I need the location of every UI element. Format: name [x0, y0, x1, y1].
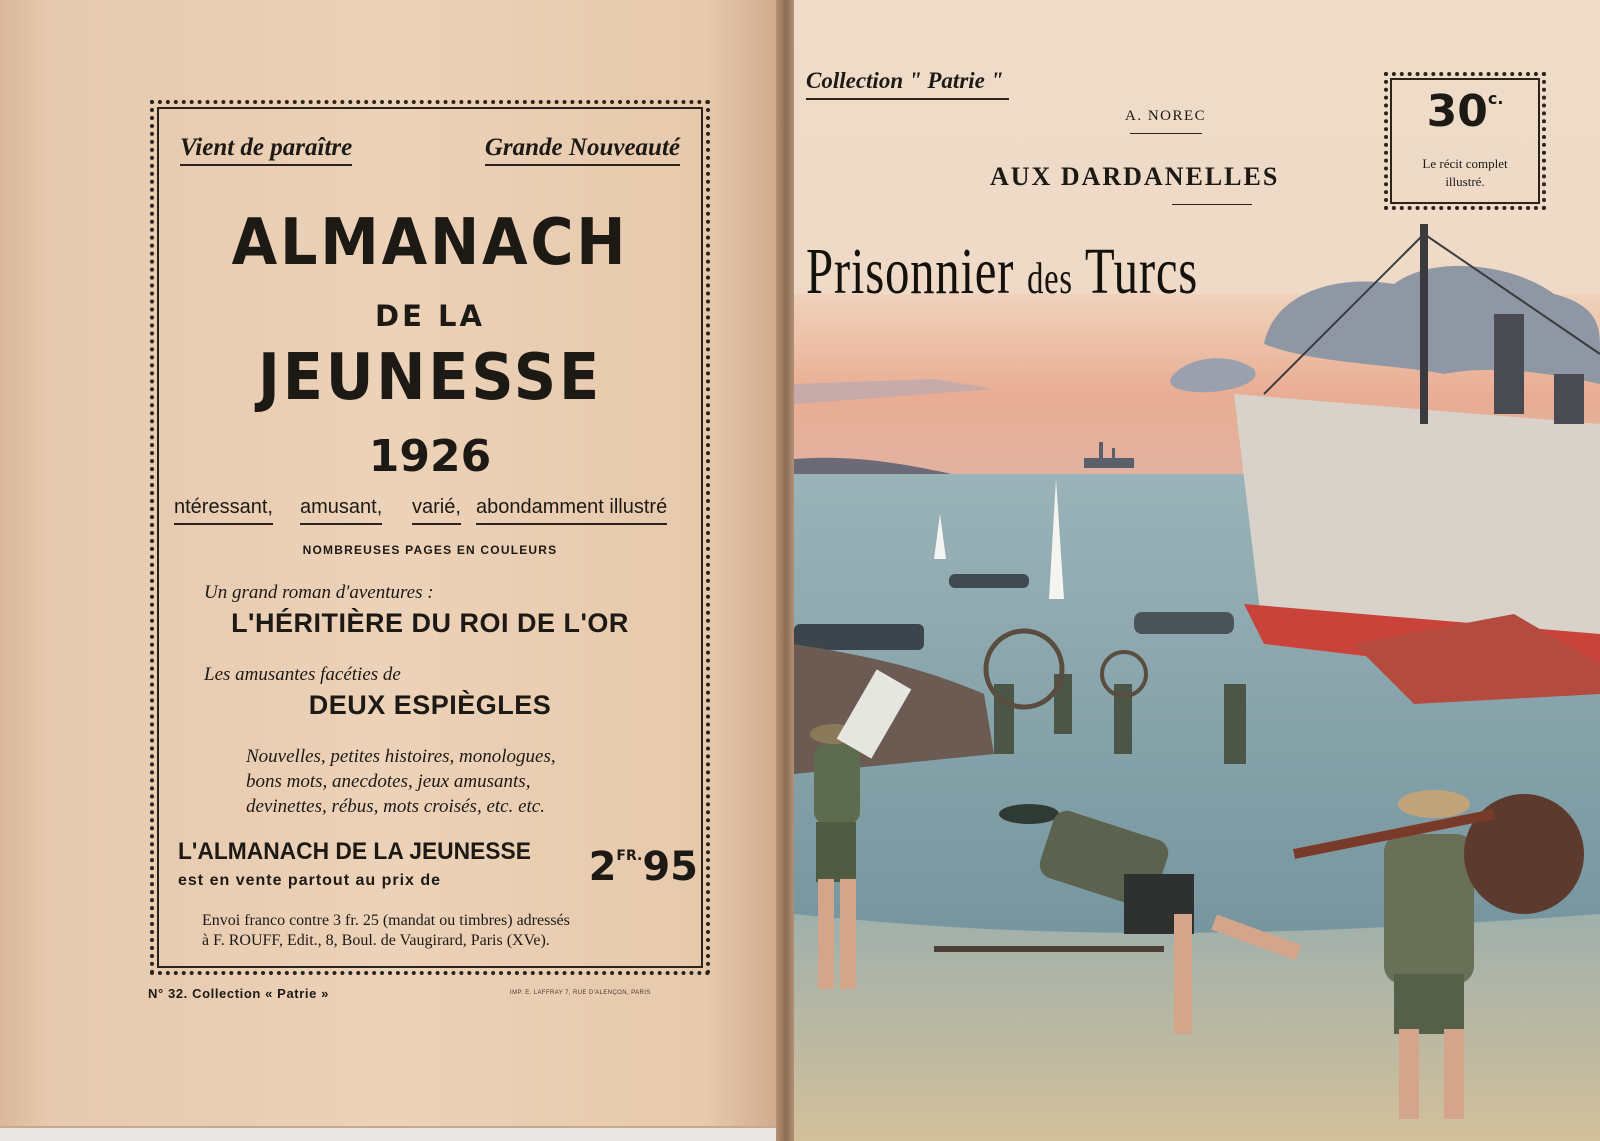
printer-imprint: IMP. E. LAFFRAY 7, RUE D'ALENÇON, PARIS	[510, 990, 651, 996]
ad-color-pages: NOMBREUSES PAGES EN COULEURS	[302, 543, 558, 557]
contents-line: bons mots, anecdotes, jeux amusants,	[246, 771, 531, 792]
ad-title-line3: JEUNESSE	[258, 341, 602, 415]
ad-taglines	[174, 496, 686, 536]
ad-shipping	[202, 911, 570, 951]
ad-intro-novel: Un grand roman d'aventures :	[204, 582, 434, 603]
ad-sale-block	[178, 838, 698, 908]
series-title: AUX DARDANELLES	[990, 162, 1280, 191]
ad-year: 1926	[368, 431, 492, 482]
ad-price: $2^{FR.}95$	[588, 844, 698, 890]
tagline: varié,	[412, 496, 461, 525]
contents-line: devinettes, rébus, mots croisés, etc. etc.	[246, 796, 545, 817]
rowing-boat	[1134, 612, 1234, 634]
almanach-advertisement	[150, 100, 710, 975]
tagline: ntéressant,	[174, 496, 273, 525]
ad-title-line1: ALMANACH	[231, 206, 629, 280]
ad-sale-line1: L'ALMANACH DE LA JEUNESSE	[178, 838, 531, 865]
author-rule	[1130, 133, 1202, 134]
shipping-line: à F. ROUFF, Edit., 8, Boul. de Vaugirard, Paris (XVe).	[202, 932, 550, 949]
collection-name: Collection " Patrie "	[806, 68, 1009, 100]
price-note: Le récit complet	[1422, 156, 1508, 171]
rowing-boat	[794, 624, 924, 650]
ad-top-left: Vient de paraître	[180, 134, 352, 166]
beach	[794, 914, 1600, 1141]
author-name: A. NOREC	[1125, 108, 1207, 124]
ad-top-right: Grande Nouveauté	[485, 134, 680, 166]
cover-price-box	[1384, 72, 1546, 210]
price-note: illustré.	[1445, 174, 1485, 189]
cover-title: Prisonnier des Turcs	[806, 235, 1199, 308]
ad-sale-line2: est en vente partout au prix de	[178, 872, 442, 889]
rowing-boat	[949, 574, 1029, 588]
tagline: amusant,	[300, 496, 382, 525]
cover-illustration	[794, 214, 1600, 1141]
ad-novel-title: L'HÉRITIÈRE DU ROI DE L'OR	[231, 608, 629, 638]
contents-line: Nouvelles, petites histoires, monologues,	[246, 746, 556, 767]
ad-facetie-title: DEUX ESPIÈGLES	[308, 690, 552, 720]
issue-number: N° 32. Collection « Patrie »	[148, 986, 329, 1001]
series-rule	[1172, 204, 1252, 205]
cover-price: $30^{c.}$	[1426, 86, 1504, 137]
ad-title-line2: DE LA	[375, 299, 485, 333]
ad-intro-facetie: Les amusantes facéties de	[204, 664, 401, 685]
shipping-line: Envoi franco contre 3 fr. 25 (mandat ou timbres) adressés	[202, 912, 570, 929]
distant-ship	[1084, 458, 1134, 468]
tagline: abondamment illustré	[476, 496, 667, 525]
ad-contents	[246, 744, 556, 819]
